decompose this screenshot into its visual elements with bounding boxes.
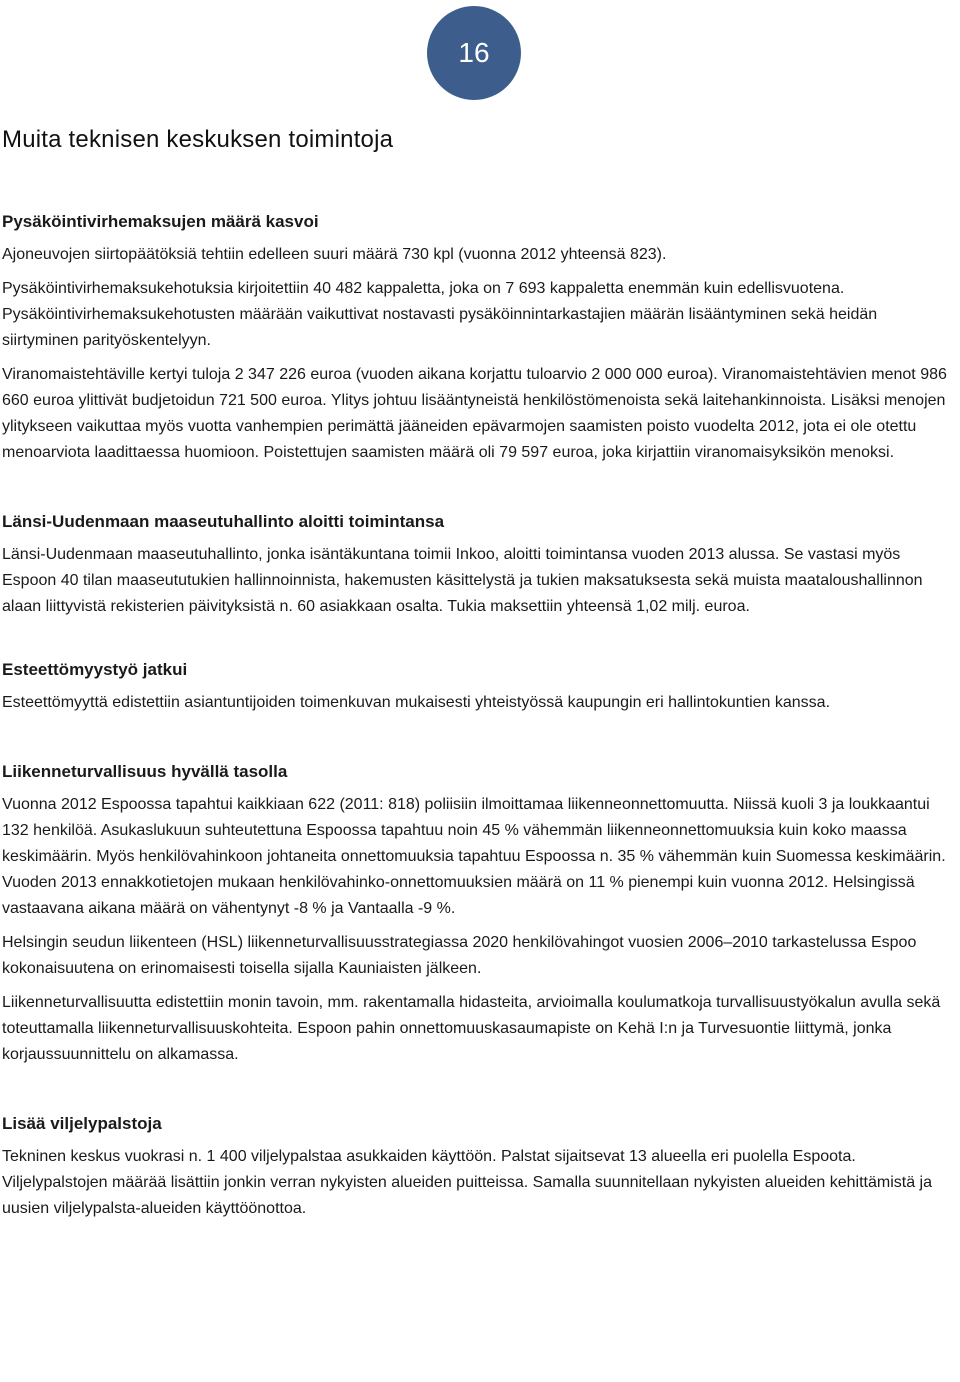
paragraph: Länsi-Uudenmaan maaseutuhallinto, jonka isäntäkuntana toimii Inkoo, aloitti toimintansa vuoden 2013 alussa. Se vastasi myös Espoon 40 tilan maaseututukien hallinnoinnista, hakemusten käsittelystä ja tukien maksatuksesta sekä muista maataloushallinnon alaan liittyvistä rekisterien päivityksistä n. 60 asiakkaan osalta. Tukia maksettiin yhteensä 1,02 milj. euroa. bbox=[2, 546, 923, 615]
section-heading: Pysäköintivirhemaksujen määrä kasvoi bbox=[2, 212, 319, 231]
document-body bbox=[2, 118, 958, 1228]
page-number-badge bbox=[427, 6, 521, 100]
section-allotment-gardens bbox=[2, 1114, 958, 1222]
paragraph: Liikenneturvallisuutta edistettiin monin tavoin, mm. rakentamalla hidasteita, arvioimalla koulumatkoja turvallisuustyökalun avulla sekä toteuttamalla liikenneturvallisuuskohteita. Espoon pahin onnettomuuskasaumapiste on Kehä I:n ja Turvesuontie liittymä, jonka korjaussuunnittelu on alkamassa. bbox=[2, 994, 941, 1063]
section-parking-fees bbox=[2, 212, 958, 466]
paragraph: Viranomaistehtäville kertyi tuloja 2 347 226 euroa (vuoden aikana korjattu tuloarvio 2 000 000 euroa). Viranomaistehtävien menot 986 660 euroa ylittivät budjetoidun 721 500 euroa. Ylitys johtuu lisääntyneistä henkilöstömenoista sekä laitehankinnoista. Lisäksi menojen ylitykseen vaikuttaa myös vuotta vanhempien perimättä jääneiden epävarmojen saamisten poisto vuodelta 2012, jota ei ole otettu menoarviota laadittaessa huomioon. Poistettujen saamisten määrä oli 79 597 euroa, joka kirjattiin viranomaisyksikön menoksi. bbox=[2, 366, 947, 461]
paragraph: Helsingin seudun liikenteen (HSL) liikenneturvallisuusstrategiassa 2020 henkilövahingot vuosien 2006–2010 tarkastelussa Espoo kokonaisuutena on erinomaisesti toisella sijalla Kauniaisten jälkeen. bbox=[2, 934, 917, 977]
paragraph: Ajoneuvojen siirtopäätöksiä tehtiin edelleen suuri määrä 730 kpl (vuonna 2012 yhteensä 823). bbox=[2, 246, 667, 263]
section-traffic-safety bbox=[2, 762, 958, 1068]
section-heading: Länsi-Uudenmaan maaseutuhallinto aloitti toimintansa bbox=[2, 512, 445, 531]
paragraph: Vuonna 2012 Espoossa tapahtui kaikkiaan 622 (2011: 818) poliisiin ilmoittamaa liikenneonnettomuutta. Niissä kuoli 3 ja loukkaantui 132 henkilöä. Asukaslukuun suhteutettuna Espoossa tapahtuu noin 45 % vähemmän liikenneonnettomuuksia kuin koko maassa keskimäärin. Myös henkilövahinkoon johtaneita onnettomuuksia tapahtuu Espoossa n. 35 % vähemmän kuin Suomessa keskimäärin. Vuoden 2013 ennakkotietojen mukaan henkilövahinko-onnettomuuksien määrä on 11 % pienempi kuin vuonna 2012. Helsingissä vastaavana aikana määrä on vähentynyt -8 % ja Vantaalla -9 %. bbox=[2, 796, 946, 917]
page-title: Muita teknisen keskuksen toimintoja bbox=[2, 126, 394, 153]
section-heading: Esteettömyystyö jatkui bbox=[2, 660, 188, 679]
paragraph: Tekninen keskus vuokrasi n. 1 400 viljelypalstaa asukkaiden käyttöön. Palstat sijaitsevat 13 alueella eri puolella Espoota. Viljelypalstojen määrää lisättiin jonkin verran nykyisten alueiden puitteissa. Samalla suunnitellaan nykyisten alueiden kehittämistä ja uusien viljelypalsta-alueiden käyttöönottoa. bbox=[2, 1148, 932, 1217]
page-number: 16 bbox=[458, 37, 490, 68]
paragraph: Pysäköintivirhemaksukehotuksia kirjoitettiin 40 482 kappaletta, joka on 7 693 kappaletta enemmän kuin edellisvuotena. Pysäköintivirhemaksukehotusten määrään vaikuttivat nostavasti pysäköinnintarkastajien määrän lisääntyminen sekä heidän siirtyminen parityöskentelyyn. bbox=[2, 280, 878, 349]
section-rural-administration bbox=[2, 512, 958, 620]
section-heading: Lisää viljelypalstoja bbox=[2, 1114, 162, 1133]
paragraph: Esteettömyyttä edistettiin asiantuntijoiden toimenkuvan mukaisesti yhteistyössä kaupungin eri hallintokuntien kanssa. bbox=[2, 694, 831, 711]
section-heading: Liikenneturvallisuus hyvällä tasolla bbox=[2, 762, 288, 781]
section-accessibility bbox=[2, 660, 958, 716]
